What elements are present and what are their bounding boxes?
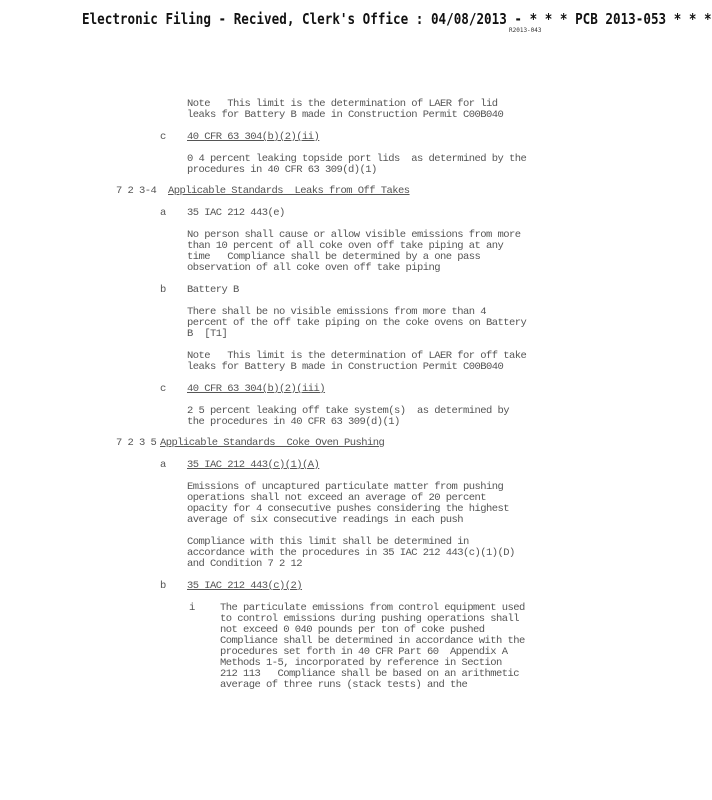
item-label: b	[160, 284, 166, 296]
section-heading: Applicable Standards Leaks from Off Takes	[168, 185, 410, 197]
body-line: The particulate emissions from control equipment used	[220, 602, 525, 614]
body-line: Methods 1-5, incorporated by reference in Section	[220, 657, 502, 669]
body-line: Compliance with this limit shall be determined in	[187, 536, 469, 548]
item-label: c	[160, 383, 166, 395]
body-line: opacity for 4 consecutive pushes considering the highest	[187, 503, 510, 515]
body-line: 2 5 percent leaking off take system(s) as determined by	[187, 405, 510, 417]
body-line: procedures in 40 CFR 63 309(d)(1)	[187, 164, 377, 176]
item-citation: 40 CFR 63 304(b)(2)(ii)	[187, 131, 320, 143]
body-line: operations shall not exceed an average of 20 percent	[187, 492, 487, 504]
note-line: Note This limit is the determination of LAER for off take	[187, 350, 527, 362]
note-line: leaks for Battery B made in Construction Permit C00B040	[187, 109, 504, 121]
body-line: 0 4 percent leaking topside port lids as determined by the	[187, 153, 527, 165]
body-line: time Compliance shall be determined by a one pass	[187, 251, 481, 263]
item-label: b	[160, 580, 166, 592]
body-line: average of six consecutive readings in each push	[187, 514, 464, 526]
item-citation: 35 IAC 212 443(c)(2)	[187, 580, 303, 592]
body-line: average of three runs (stack tests) and the	[220, 679, 468, 691]
note-line: leaks for Battery B made in Construction Permit C00B040	[187, 361, 504, 373]
item-citation: 40 CFR 63 304(b)(2)(iii)	[187, 383, 326, 395]
section-number: 7 2 3-4	[116, 185, 157, 197]
item-title: Battery B	[187, 284, 239, 296]
section-number: 7 2 3 5	[116, 437, 157, 449]
body-line: to control emissions during pushing operations shall	[220, 613, 520, 625]
section-heading: Applicable Standards Coke Oven Pushing	[160, 437, 385, 449]
body-line: not exceed 0 040 pounds per ton of coke pushed	[220, 624, 485, 636]
item-label: a	[160, 207, 166, 219]
body-line: Emissions of uncaptured particulate matter from pushing	[187, 481, 504, 493]
body-line: procedures set forth in 40 CFR Part 60 Appendix A	[220, 646, 508, 658]
body-line: and Condition 7 2 12	[187, 558, 303, 570]
body-line: B [T1]	[187, 328, 228, 340]
body-line: observation of all coke oven off take piping	[187, 262, 441, 274]
body-line: the procedures in 40 CFR 63 309(d)(1)	[187, 416, 400, 428]
body-line: No person shall cause or allow visible emissions from more	[187, 229, 521, 241]
subitem-label: i	[189, 602, 195, 614]
item-label: c	[160, 131, 166, 143]
item-citation: 35 IAC 212 443(e)	[187, 207, 285, 219]
stamp-code: R2013-043	[509, 27, 542, 34]
body-line: There shall be no visible emissions from more than 4	[187, 306, 487, 318]
item-citation: 35 IAC 212 443(c)(1)(A)	[187, 459, 320, 471]
note-line: Note This limit is the determination of LAER for lid	[187, 98, 498, 110]
body-line: Compliance shall be determined in accordance with the	[220, 635, 525, 647]
filing-stamp: Electronic Filing - Recived, Clerk's Office : 04/08/2013 - * * * PCB 2013-053 * * *	[82, 10, 712, 28]
body-line: than 10 percent of all coke oven off take piping at any	[187, 240, 504, 252]
body-line: percent of the off take piping on the coke ovens on Battery	[187, 317, 527, 329]
item-label: a	[160, 459, 166, 471]
body-line: 212 113 Compliance shall be based on an arithmetic	[220, 668, 520, 680]
body-line: accordance with the procedures in 35 IAC 212 443(c)(1)(D)	[187, 547, 515, 559]
